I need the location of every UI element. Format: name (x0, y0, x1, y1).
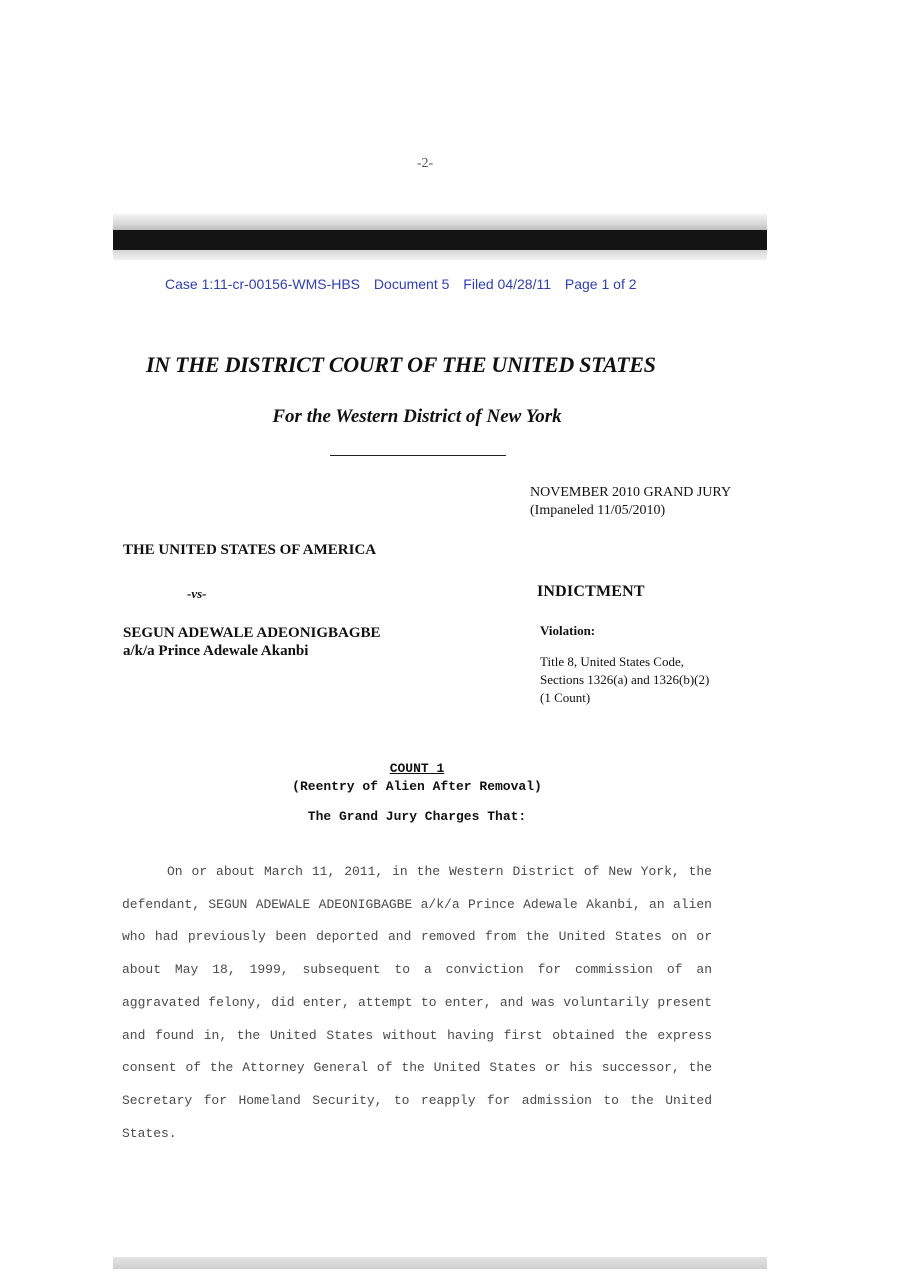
violation-line: (1 Count) (540, 690, 591, 705)
case-header (165, 276, 647, 292)
scan-edge-gray (113, 214, 767, 230)
count-title: COUNT 1 (389, 761, 445, 776)
scan-edge-black-bar (113, 230, 767, 250)
defendant-alias: a/k/a Prince Adewale Akanbi (123, 643, 309, 659)
count-heading (0, 760, 834, 796)
violation-label: Violation: (540, 623, 596, 638)
indictment-title: INDICTMENT (537, 583, 645, 600)
count-body (122, 856, 712, 1150)
title-divider (330, 455, 506, 456)
court-title: IN THE DISTRICT COURT OF THE UNITED STATES (146, 352, 656, 377)
plaintiff-name: THE UNITED STATES OF AMERICA (123, 542, 377, 558)
count-subtitle: (Reentry of Alien After Removal) (292, 779, 542, 794)
scan-edge-shadow (113, 250, 767, 260)
page-number: -2- (416, 156, 434, 171)
grand-jury-impaneled: (Impaneled 11/05/2010) (530, 503, 666, 518)
grand-jury-block (530, 484, 731, 520)
violation-statute (540, 653, 709, 707)
versus-label: -vs- (187, 586, 207, 601)
violation-line: Sections 1326(a) and 1326(b)(2) (540, 672, 710, 687)
filed-date: Filed 04/28/11 (463, 276, 551, 292)
defendant-name: SEGUN ADEWALE ADEONIGBAGBE (123, 625, 381, 641)
case-number: Case 1:11-cr-00156-WMS-HBS (165, 276, 361, 292)
document-number: Document 5 (373, 276, 450, 292)
defendant-block (123, 624, 381, 660)
charges-heading: The Grand Jury Charges That: (307, 809, 527, 824)
grand-jury-term: NOVEMBER 2010 GRAND JURY (530, 485, 732, 500)
page-count: Page 1 of 2 (564, 276, 637, 292)
count-paragraph: On or about March 11, 2011, in the Western District of New York, the defendant, SEGUN ADEWALE ADEONIGBAGBE a/k/a Prince Adewale Akanbi, an alien who had previously been deported and removed from the United States on or about May 18, 1999, subsequent to a conviction for commission of an aggravated felony, did enter, attempt to enter, and was voluntarily present and found in, the United States without having first obtained the express consent of the Attorney General of the United States or his successor, the Secretary for Homeland Security, to reapply for admission to the United States. (122, 864, 712, 1141)
court-district: For the Western District of New York (272, 406, 562, 427)
violation-line: Title 8, United States Code, (540, 654, 684, 669)
scan-edge-bottom (113, 1257, 767, 1269)
